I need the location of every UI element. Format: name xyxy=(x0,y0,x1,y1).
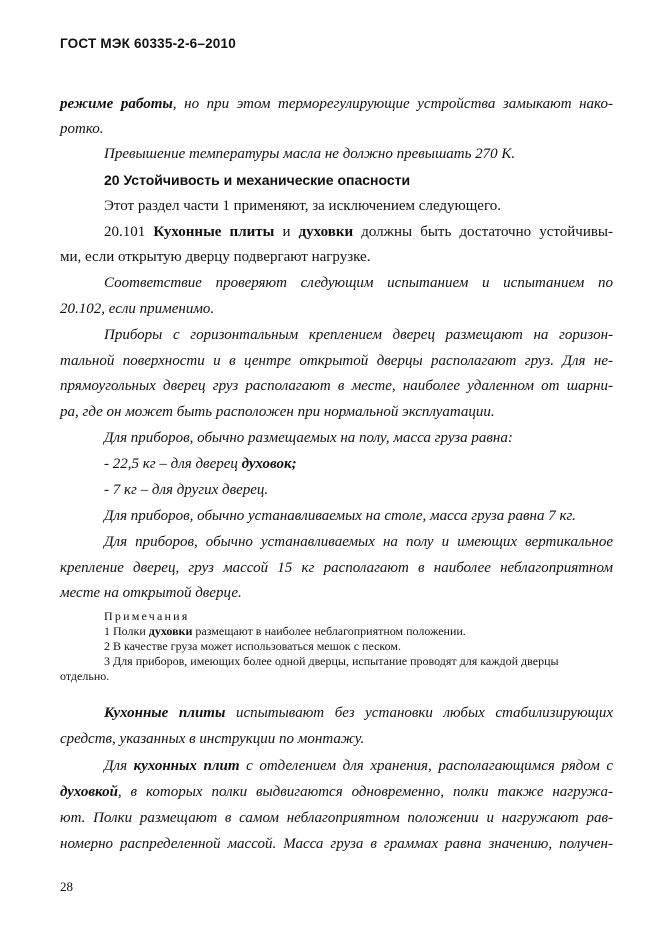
text-line xyxy=(104,703,613,723)
bold-term: Кухонные плиты xyxy=(104,705,226,721)
text-span: , в которых полки выдвигаются одновременно, полки также нагружа- xyxy=(117,784,613,800)
text-line: номерно распределенной массой. Масса груза в граммах равна значению, получен- xyxy=(60,836,613,852)
text-line: Этот раздел части 1 применяют, за исключением следующего. xyxy=(104,198,501,214)
text-span: испытывают без установки любых стабилизирующих xyxy=(225,705,614,721)
notes-title: Примечания xyxy=(104,609,190,623)
text-line: средств, указанных в инструкции по монтажу. xyxy=(60,731,365,747)
text-line: ра, где он может быть расположен при нормальной эксплуатации. xyxy=(60,404,495,420)
note-item xyxy=(104,624,466,638)
text-line xyxy=(104,222,613,242)
text-line: Приборы с горизонтальным креплением дверец размещают на горизон- xyxy=(104,327,613,343)
bold-term: духовки xyxy=(148,624,193,638)
text-span: Для xyxy=(104,758,134,774)
bold-term: духовкой xyxy=(60,784,118,800)
text-span: должны быть достаточно устойчивы- xyxy=(353,224,613,240)
text-line: месте на открытой дверце. xyxy=(60,585,242,601)
clause-number: 20.101 xyxy=(104,224,154,240)
note-item: отдельно. xyxy=(60,669,110,683)
text-line: Для приборов, обычно устанавливаемых на полу и имеющих вертикальное xyxy=(104,534,613,550)
note-item: 2 В качестве груза может использоваться мешок с песком. xyxy=(104,639,401,653)
text-line: Соответствие проверяют следующим испытанием и испытанием по xyxy=(104,275,613,291)
text-line: тальной поверхности и в центре открытой дверцы располагают груз. Для не- xyxy=(60,353,613,369)
section-heading: 20 Устойчивость и механические опасности xyxy=(104,172,411,188)
text-span: размещают в наиболее неблагоприятном положении. xyxy=(192,624,466,638)
text-line xyxy=(104,454,613,474)
text-line: 20.102, если применимо. xyxy=(60,301,215,317)
text-line: крепление дверец, груз массой 15 кг располагают в наиболее неблагоприятном xyxy=(60,560,613,576)
text-line: Превышение температуры масла не должно превышать 270 К. xyxy=(104,146,516,162)
text-span: - 22,5 кг – для дверец xyxy=(104,456,242,472)
text-span: с отделением для хранения, располагающимся рядом с xyxy=(239,758,613,774)
bold-term: режиме работы xyxy=(60,96,173,112)
text-span: , но при этом терморегулирующие устройства замыкают нако- xyxy=(172,96,613,112)
text-line: Для приборов, обычно устанавливаемых на столе, масса груза равна 7 кг. xyxy=(104,508,576,524)
text-line xyxy=(104,756,613,776)
page-number: 28 xyxy=(60,879,73,894)
text-line: ми, если открытую дверцу подвергают нагрузке. xyxy=(60,249,371,265)
text-line: прямоугольных дверец груз располагают в месте, наиболее удаленном от шарни- xyxy=(60,378,613,394)
text-line: ют. Полки размещают в самом неблагоприятном положении и нагружают рав- xyxy=(60,810,613,826)
text-line xyxy=(60,94,613,114)
text-line: ротко. xyxy=(60,121,104,137)
text-line: Для приборов, обычно размещаемых на полу, масса груза равна: xyxy=(104,430,513,446)
bold-term: кухонных плит xyxy=(133,758,240,774)
text-span: 1 Полки xyxy=(104,624,149,638)
bold-term: духовок; xyxy=(241,456,297,472)
text-line xyxy=(60,782,613,802)
text-line: - 7 кг – для других дверец. xyxy=(104,482,269,498)
bold-term: Кухонные плиты xyxy=(153,224,275,240)
text-span: и xyxy=(274,224,299,240)
document-header: ГОСТ МЭК 60335-2-6–2010 xyxy=(60,36,236,51)
bold-term: духовки xyxy=(298,224,354,240)
note-item: 3 Для приборов, имеющих более одной дверцы, испытание проводят для каждой дверцы xyxy=(104,654,559,668)
